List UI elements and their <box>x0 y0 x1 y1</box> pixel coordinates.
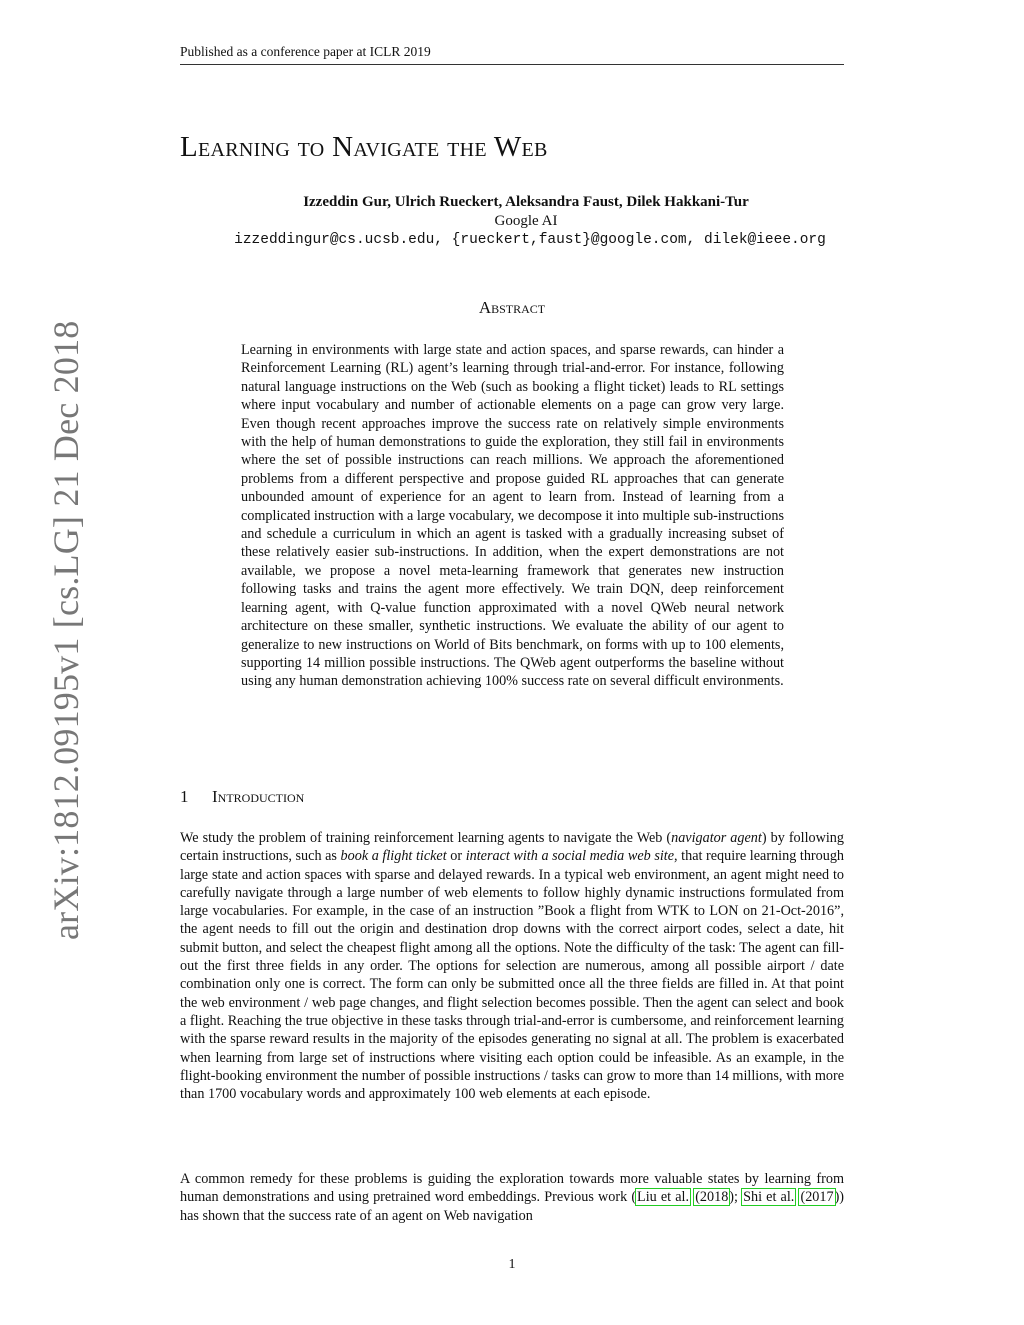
citation-link-liu-author[interactable]: Liu et al. <box>637 1189 690 1206</box>
section-number: 1 <box>180 787 189 806</box>
section-title: Introduction <box>212 787 305 806</box>
text-run: A common remedy for these problems is guiding the exploration towards more valuable states by learning from human demonstrations and using pretrained word embeddings. Previous work ( <box>180 1171 844 1206</box>
abstract-text: Learning in environments with large state and action spaces, and sparse rewards, can hinder a Reinforcement Learning (RL) agent’s learning through trial-and-error. For instance, following natural language instructions on the Web (such as booking a flight ticket) leads to RL settings where input vocabulary and number of actionable elements on a page can grow very large. Even though recent approaches improve the success rate on relatively simple environments with the help of human demonstrations to guide the exploration, they still fail in environments where the set of possible instructions can reach millions. We approach the aforementioned problems from a different perspective and propose guided RL approaches that can generate unbounded amount of experience for an agent to learn from. Instead of learning from a complicated instruction with a large vocabulary, we decompose it into multiple sub-instructions and schedule a curriculum in which an agent is tasked with a gradually increasing subset of these relatively easier sub-instructions. In addition, when the expert demonstrations are not available, we propose a novel meta-learning framework that generates new instruction following tasks and trains the agent more effectively. We train DQN, deep reinforcement learning agent, with Q-value function approximated with a novel QWeb neural network architecture on these smaller, synthetic instructions. We evaluate the ability of our agent to generalize to new instructions on World of Bits benchmark, on forms with up to 100 elements, supporting 14 million possible instructions. The QWeb agent outperforms the baseline without using any human demonstration achieving 100% success rate on several difficult environments. <box>241 342 784 690</box>
author-emails: izzeddingur@cs.ucsb.edu, {rueckert,faust}@google.com, dilek@ieee.org <box>234 232 826 248</box>
paper-title: Learning to Navigate the Web <box>180 131 548 163</box>
arxiv-identifier: arXiv:1812.09195v1 [cs.LG] 21 Dec 2018 <box>46 320 86 940</box>
citation-link-shi-author[interactable]: Shi et al. <box>743 1189 795 1206</box>
affiliation: Google AI <box>494 213 558 229</box>
author-list: Izzeddin Gur, Ulrich Rueckert, Aleksandra Faust, Dilek Hakkani-Tur <box>303 194 749 210</box>
emphasis-text: navigator agent <box>671 830 762 846</box>
intro-paragraph-2 <box>180 1170 844 1225</box>
abstract-heading: Abstract <box>478 298 546 317</box>
citation-link-shi-year[interactable]: (2017 <box>800 1189 834 1206</box>
emphasis-text: book a flight ticket <box>340 848 447 865</box>
text-run: or <box>446 848 466 865</box>
text-run: )) has shown that the success rate of an agent on Web navigation <box>180 1189 845 1224</box>
section-heading-introduction <box>180 787 304 807</box>
emphasis-text: interact with a social media web site <box>465 848 675 865</box>
text-run: ); <box>729 1189 743 1206</box>
running-header: Published as a conference paper at ICLR 2019 <box>180 44 844 65</box>
intro-paragraph-1 <box>180 829 844 1103</box>
text-run: ) by following certain instructions, such as <box>180 830 844 865</box>
page-number: 1 <box>508 1257 516 1272</box>
text-run: , that require learning through large state and action spaces with sparse and delayed rewards. In a typical web environment, an agent might need to carefully navigate through a large number of web elements to follow highly dynamic instructions formulated from large vocabularies. For example, in the case of an instruction ”Book a flight from WTK to LON on 21-Oct-2016”, the agent needs to fill out the origin and destination drop downs with the correct airport codes, select a date, hit submit button, and select the cheapest flight among all the options. Note the difficulty of the task: The agent can fill-out the first three fields in any order. The options for selection are numerous, among all possible airport / date combination only one is correct. The form can only be submitted once all the three fields are filled in. At that point the web environment / web page changes, and flight selection becomes possible. Then the agent can select and book a flight. Reaching the true objective in these tasks through trial-and-error is cumbersome, and reinforcement learning with the sparse reward results in the majority of the episodes generating no signal at all. The problem is exacerbated when learning from large set of instructions where visiting each option could be infeasible. As an example, in the flight-booking environment the number of possible instructions / tasks can grow to more than 14 millions, with more than 1700 vocabulary words and approximately 100 web elements at each episode. <box>180 848 845 1103</box>
text-run: We study the problem of training reinforcement learning agents to navigate the Web ( <box>180 830 672 846</box>
citation-link-liu-year[interactable]: (2018 <box>695 1189 729 1206</box>
